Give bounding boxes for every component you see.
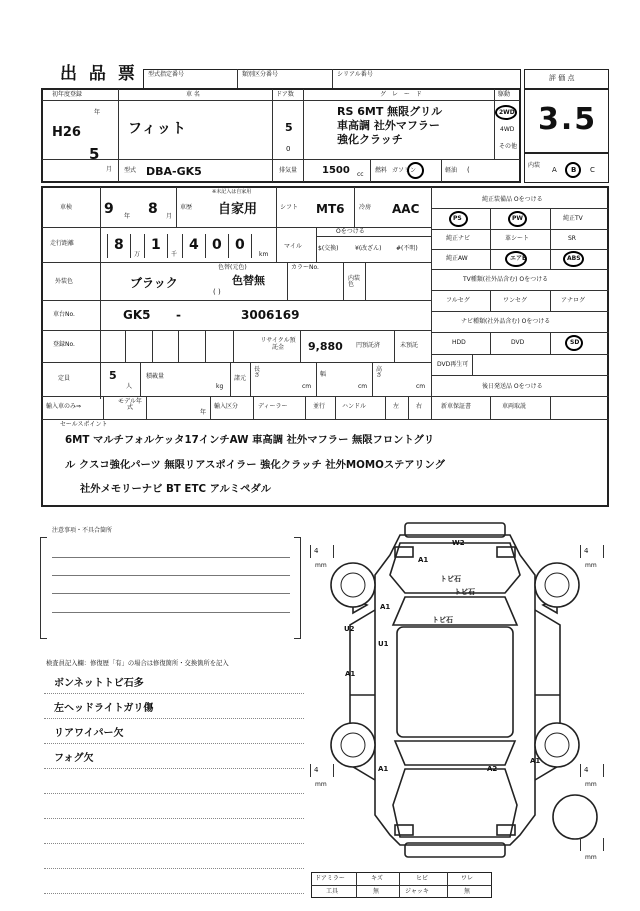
reg-label: 登録No. (53, 341, 75, 348)
tv-fullseg: フルセグ (446, 297, 470, 304)
fuel-paren: ( (467, 166, 470, 174)
parallel: 並行 (313, 403, 326, 410)
grade-line-1: RS 6MT 無限グリル (337, 105, 443, 118)
interior-color-label: 内装色 (348, 275, 361, 288)
doors-sub: 0 (286, 145, 291, 153)
width-label: 幅 (320, 371, 327, 378)
mark-a2-rear: A2 (487, 765, 498, 773)
shift: MT6 (316, 202, 345, 216)
cert-label: 型式指定番号 (148, 71, 185, 78)
equip-airbag-circle (505, 251, 527, 267)
tire-rr-mm: mm (585, 781, 597, 788)
name-label: 車 名 (186, 91, 200, 98)
chassis-model: GK5 (123, 308, 151, 322)
drive-2wd: 2WD (499, 109, 515, 116)
mark-a1-fender: A1 (380, 603, 391, 611)
recycle: 9,880 (308, 340, 343, 353)
mileage-digit-3: 4 (189, 237, 199, 253)
later-warranty: 新車保証書 (441, 403, 472, 410)
tv-oneseg: ワンセグ (503, 297, 528, 304)
year-label: 年 (94, 109, 101, 116)
tire-fr: 4 (584, 547, 589, 555)
mark-w2: W2 (452, 539, 465, 547)
equip-tv: 純正TV (563, 215, 583, 222)
tire-rr: 4 (584, 766, 589, 774)
tire-fl-mm: mm (315, 562, 327, 569)
mileage-digit-1: 8 (114, 237, 124, 253)
inspector-line-4: フォグ欠 (54, 753, 94, 764)
ac: AAC (392, 202, 420, 216)
sen-unit: 千 (171, 251, 178, 258)
model-label: 型式 (124, 167, 137, 174)
mark-chip-windshield: トビ石 (432, 616, 453, 624)
model-code: DBA-GK5 (146, 165, 202, 178)
mark-a1-rear-right: A1 (530, 757, 541, 765)
interior-c: C (590, 166, 595, 174)
height-cm: cm (416, 383, 426, 390)
mileage-digit-2: 1 (151, 237, 161, 253)
dim-label: 諸元 (234, 375, 247, 382)
inspection-month-unit: 月 (166, 213, 173, 220)
mileage-label: 走行距離 (50, 240, 75, 247)
sales-line-2: ル クスコ強化パーツ 無限リアスポイラー 強化クラッチ 社外MOMOステアリング (65, 459, 445, 471)
nav-sd-circle (565, 335, 583, 351)
meter-unknown: #(不明) (396, 245, 418, 252)
displacement-label: 排気量 (279, 167, 298, 174)
inspector-line-1: ボンネットトビ石多 (54, 678, 144, 689)
grade-label: グ レ ー ド (380, 91, 424, 98)
score-label: 評 価 点 (549, 74, 575, 82)
tv-title: TV種類(社外品含む) Oをつける (463, 276, 549, 283)
ac-label: 冷房 (359, 204, 372, 211)
footer-break: ワレ (461, 875, 474, 882)
first-reg-label: 初年度登録 (52, 91, 83, 98)
nav-dvd: DVD (511, 339, 525, 346)
tv-analog: アナログ (561, 297, 586, 304)
interior-a: A (552, 166, 557, 174)
handle-right: 右 (416, 403, 423, 410)
capacity-label: 定員 (58, 375, 71, 382)
sales-label: セールスポイント (60, 421, 108, 428)
width-cm: cm (358, 383, 368, 390)
nav-title: ナビ種類(社外品含む) Oをつける (461, 318, 551, 325)
later-title: 後日発送品 Oをつける (482, 383, 543, 390)
shift-label: シフト (280, 204, 299, 211)
serial-label: シリアル番号 (337, 71, 373, 78)
dvd-label: DVD再生可 (437, 361, 469, 368)
doors-label: ドア数 (276, 91, 294, 98)
color-change: 色替無 (232, 274, 265, 287)
man-unit: 万 (134, 251, 141, 258)
fuel-circle (407, 162, 424, 179)
caution-label: 注意事項・不具合箇所 (52, 527, 113, 534)
tire-fl: 4 (314, 547, 319, 555)
interior-b-circle (565, 162, 581, 178)
height-label: 高さ (376, 366, 383, 379)
footer-scratch: キズ (371, 875, 383, 882)
doors: 5 (285, 121, 293, 134)
later-manual: 車両取説 (502, 403, 527, 410)
grade-line-2: 車高調 社外マフラー (337, 119, 440, 132)
recycle-unpaid: 未預託 (400, 342, 419, 349)
equip-ps-circle (449, 211, 468, 227)
import-class-label: 輸入区分 (214, 403, 239, 410)
chassis-no: 3006169 (241, 308, 300, 322)
caution-bracket-right (294, 537, 301, 639)
footer-jack: ジャッキ (405, 888, 429, 895)
mile-label: マイル (284, 243, 302, 250)
meter-exchange: $(交換) (318, 245, 339, 252)
mark-a1-rear-left: A1 (378, 765, 389, 773)
model-year-label: モデル年式 (118, 398, 142, 411)
mileage-digit-5: 0 (235, 237, 245, 253)
color-paren: ( ) (213, 288, 221, 296)
footer-mirror: ドアミラー (315, 875, 345, 882)
handle-label: ハンドル (342, 403, 367, 410)
equip-pw: PW (512, 215, 524, 222)
equip-aw: 純正AW (446, 255, 468, 262)
person-unit: 人 (126, 383, 133, 390)
footer-crack: ヒビ (416, 875, 429, 882)
meter-circle-label: Oをつける (336, 228, 365, 235)
usage: 自家用 (218, 202, 258, 217)
equip-ps: PS (453, 215, 462, 222)
interior-b: B (571, 166, 577, 174)
tire-fr-bracket (580, 545, 604, 558)
fuel-value: ガソリン (392, 167, 417, 174)
class-label: 類別区分番号 (242, 71, 279, 78)
equip-abs: ABS (567, 255, 581, 262)
color: ブラック (130, 276, 178, 290)
mark-a1-door: A1 (345, 670, 356, 678)
car-diagram (305, 515, 605, 875)
color-label: 外装色 (55, 278, 74, 285)
nav-hdd: HDD (452, 339, 466, 346)
mark-chip-2: トビ石 (454, 588, 475, 596)
reg-month: 5 (89, 145, 100, 163)
tire-fl-bracket (310, 545, 334, 558)
km-unit: km (259, 251, 269, 258)
length-cm: cm (302, 383, 312, 390)
drive-2wd-circle (495, 105, 517, 120)
mark-u1: U1 (378, 640, 389, 648)
inspector-line-3: リアワイパー欠 (54, 728, 124, 739)
handle-left: 左 (393, 403, 400, 410)
inspection-year: 9 (104, 201, 114, 217)
meter-tamper: ¥(改ざん) (355, 245, 382, 252)
chassis-label: 車台No. (53, 311, 75, 318)
displacement: 1500 (322, 165, 350, 176)
equip-airbag: エアB (510, 255, 527, 262)
grade-line-3: 強化クラッチ (337, 133, 403, 146)
spare-bracket (580, 838, 604, 851)
import-label: 輸入車のみ⇒ (46, 403, 82, 410)
equip-abs-circle (563, 251, 584, 267)
footer-tools-value: 無 (373, 888, 380, 895)
equip-nav: 純正ナビ (446, 235, 471, 242)
interior-label: 内装 (528, 162, 541, 169)
equip-pw-circle (508, 211, 527, 227)
tire-rl-bracket (310, 764, 334, 777)
inspection-month: 8 (148, 201, 158, 217)
chassis-dash: - (176, 308, 181, 322)
score-value: 3.5 (538, 102, 598, 137)
sheet-title: 出 品 票 (60, 64, 138, 84)
fuel-label: 燃料 (375, 167, 388, 174)
cc-unit: cc (357, 171, 364, 178)
footer-jack-value: 無 (464, 888, 471, 895)
drive-4wd: 4WD (500, 126, 515, 133)
recycle-unit: 円預託済 (356, 342, 381, 349)
tire-fr-mm: mm (585, 562, 597, 569)
recycle-label: リサイクル預託金 (260, 337, 296, 352)
mark-chip-1: トビ石 (440, 575, 461, 583)
usage-label: 車歴 (180, 204, 193, 211)
mark-u2: U2 (344, 625, 355, 633)
mileage-digit-4: 0 (212, 237, 222, 253)
inspection-label: 車検 (60, 204, 73, 211)
caution-bracket-left (40, 537, 47, 639)
inspection-year-unit: 年 (124, 213, 131, 220)
tire-rl: 4 (314, 766, 319, 774)
nav-sd: SD (570, 339, 580, 346)
kg-unit: kg (216, 383, 224, 390)
reg-year: H26 (52, 125, 81, 140)
inspector-line-2: 左ヘッドライトガリ傷 (54, 703, 154, 714)
sales-line-3: 社外メモリーナビ BT ETC アルミペダル (80, 483, 271, 495)
dealer: ディーラー (258, 403, 288, 410)
equip-leather: 革シート (505, 235, 530, 242)
footer-tools: 工具 (326, 888, 339, 895)
drive-other: その他 (499, 143, 518, 150)
tire-rr-bracket (580, 764, 604, 777)
usage-note: ※未記入は自家用 (212, 189, 252, 195)
spare-mm: mm (585, 854, 597, 861)
sales-line-1: 6MT マルチフォルケッタ17インチAW 車高調 社外マフラー 無限フロントグリ (65, 434, 435, 446)
model-year-unit: 年 (200, 409, 207, 416)
car-name: フィット (128, 121, 187, 137)
drive-label: 駆動 (498, 91, 511, 98)
length-label: 長さ (254, 366, 261, 379)
equip-sr: SR (568, 235, 576, 242)
tire-rl-mm: mm (315, 781, 327, 788)
load-label: 積載量 (146, 373, 165, 380)
mark-a1-hood: A1 (418, 556, 429, 564)
equipment-title: 純正装備品 Oをつける (482, 196, 543, 203)
color-no-label: カラーNo. (291, 264, 319, 271)
color-change-label: 色替(元色) (218, 264, 247, 271)
capacity: 5 (109, 369, 117, 382)
light-oil-label: 軽油 (445, 167, 458, 174)
month-label: 月 (106, 166, 113, 173)
inspector-label: 検査員記入欄：修復歴「有」の場合は修復箇所・交換箇所を記入 (46, 660, 229, 667)
